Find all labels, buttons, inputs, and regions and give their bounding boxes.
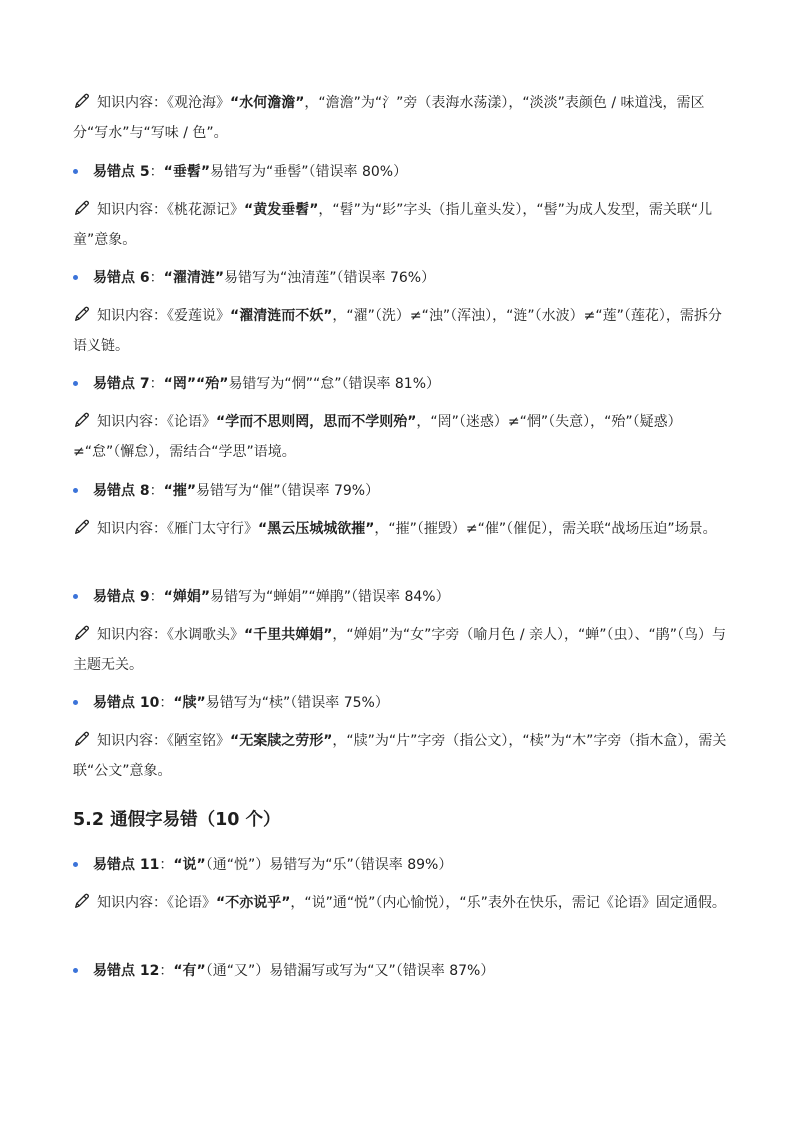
bullet-dot	[73, 862, 78, 867]
pencil-icon	[73, 199, 91, 217]
knowledge-note	[73, 515, 733, 545]
point-word: “牍”	[173, 695, 206, 711]
knowledge-note	[73, 89, 733, 148]
point-rest: 易错写为“蝉娟”“婵鹃”（错误率 84%）	[210, 589, 450, 605]
pencil-icon	[73, 92, 91, 110]
point-rest: 易错写为“垂髻”（错误率 80%）	[210, 164, 408, 180]
point-label: 易错点 11	[93, 857, 160, 873]
point-word: “说”	[173, 857, 206, 873]
pencil-icon	[73, 624, 91, 642]
bullet-dot	[73, 700, 78, 705]
point-separator: ：	[149, 376, 164, 392]
bullet-dot	[73, 488, 78, 493]
point-label: 易错点 8	[93, 483, 150, 499]
note-quote: “学而不思则罔，思而不学则殆”	[216, 414, 417, 430]
point-label: 易错点 7	[93, 376, 150, 392]
note-prefix: 知识内容：《论语》	[97, 895, 216, 911]
bullet-dot	[73, 169, 78, 174]
knowledge-note	[73, 196, 733, 255]
bullet-dot	[73, 381, 78, 386]
note-prefix: 知识内容：《观沧海》	[97, 95, 230, 111]
point-separator: ：	[149, 483, 164, 499]
pencil-icon	[73, 411, 91, 429]
knowledge-note	[73, 302, 733, 361]
point-label: 易错点 9	[93, 589, 150, 605]
note-prefix: 知识内容：《爱莲说》	[97, 308, 230, 324]
section-heading: 5.2 通假字易错（10 个）	[73, 810, 281, 830]
knowledge-note	[73, 727, 733, 786]
note-quote: “不亦说乎”	[216, 895, 291, 911]
point-word: “垂髫”	[163, 164, 211, 180]
note-prefix: 知识内容：《水调歌头》	[97, 627, 244, 643]
note-quote: “千里共婵娟”	[244, 627, 333, 643]
note-quote: “水何澹澹”	[230, 95, 305, 111]
point-label: 易错点 10	[93, 695, 160, 711]
note-quote: “黑云压城城欲摧”	[258, 521, 375, 537]
note-body: ，“牍”为“片”字旁（指公文），“椟”为“木”字旁（指木盒），需关联“公文”意象。	[73, 733, 727, 779]
bullet-dot	[73, 594, 78, 599]
point-rest: 易错写为“催”（错误率 79%）	[196, 483, 380, 499]
bullet-dot	[73, 275, 78, 280]
point-word: “婵娟”	[163, 589, 211, 605]
note-prefix: 知识内容：《桃花源记》	[97, 202, 244, 218]
note-body: ，“摧”（摧毁）≠“催”（催促），需关联“战场压迫”场景。	[374, 521, 717, 537]
point-word: “有”	[173, 963, 206, 979]
knowledge-note	[73, 889, 733, 919]
note-body: ，“濯”（洗）≠“浊”（浑浊），“涟”（水波）≠“莲”（莲花），需拆分语义链。	[73, 308, 722, 354]
note-prefix: 知识内容：《论语》	[97, 414, 216, 430]
note-body: ，“说”通“悦”（内心愉悦），“乐”表外在快乐，需记《论语》固定通假。	[290, 895, 726, 911]
pencil-icon	[73, 518, 91, 536]
note-quote: “无案牍之劳形”	[230, 733, 333, 749]
knowledge-note	[73, 408, 733, 467]
pencil-icon	[73, 730, 91, 748]
bullet-dot	[73, 968, 78, 973]
point-word: “罔”“殆”	[163, 376, 229, 392]
point-label: 易错点 6	[93, 270, 150, 286]
point-separator: ：	[149, 270, 164, 286]
point-rest: （通“悦”）易错写为“乐”（错误率 89%）	[205, 857, 453, 873]
knowledge-note	[73, 621, 733, 680]
point-separator: ：	[149, 589, 164, 605]
point-rest: 易错写为“浊清莲”（错误率 76%）	[224, 270, 436, 286]
note-quote: “濯清涟而不妖”	[230, 308, 333, 324]
point-separator: ：	[159, 857, 174, 873]
point-rest: 易错写为“惘”“怠”（错误率 81%）	[228, 376, 441, 392]
point-separator: ：	[159, 963, 174, 979]
point-label: 易错点 5	[93, 164, 150, 180]
pencil-icon	[73, 892, 91, 910]
point-word: “濯清涟”	[163, 270, 225, 286]
note-prefix: 知识内容：《雁门太守行》	[97, 521, 258, 537]
pencil-icon	[73, 305, 91, 323]
note-body: ，“罔”（迷惑）≠“惘”（失意），“殆”（疑惑）≠“怠”（懈怠），需结合“学思”语境。	[73, 414, 682, 460]
point-separator: ：	[159, 695, 174, 711]
point-rest: （通“又”）易错漏写或写为“又”（错误率 87%）	[205, 963, 495, 979]
point-word: “摧”	[163, 483, 197, 499]
point-label: 易错点 12	[93, 963, 160, 979]
note-prefix: 知识内容：《陋室铭》	[97, 733, 230, 749]
point-separator: ：	[149, 164, 164, 180]
note-body: ，“婵娟”为“女”字旁（喻月色 / 亲人），“蝉”（虫）、“鹃”（鸟）与主题无关。	[73, 627, 727, 673]
point-rest: 易错写为“椟”（错误率 75%）	[205, 695, 389, 711]
note-body: ，“髫”为“髟”字头（指儿童头发），“髻”为成人发型，需关联“儿童”意象。	[73, 202, 713, 248]
note-quote: “黄发垂髫”	[244, 202, 319, 218]
note-body: ，“澹澹”为“氵”旁（表海水荡漾），“淡淡”表颜色 / 味道浅，需区分“写水”与“写味 / 色”。	[73, 95, 705, 141]
